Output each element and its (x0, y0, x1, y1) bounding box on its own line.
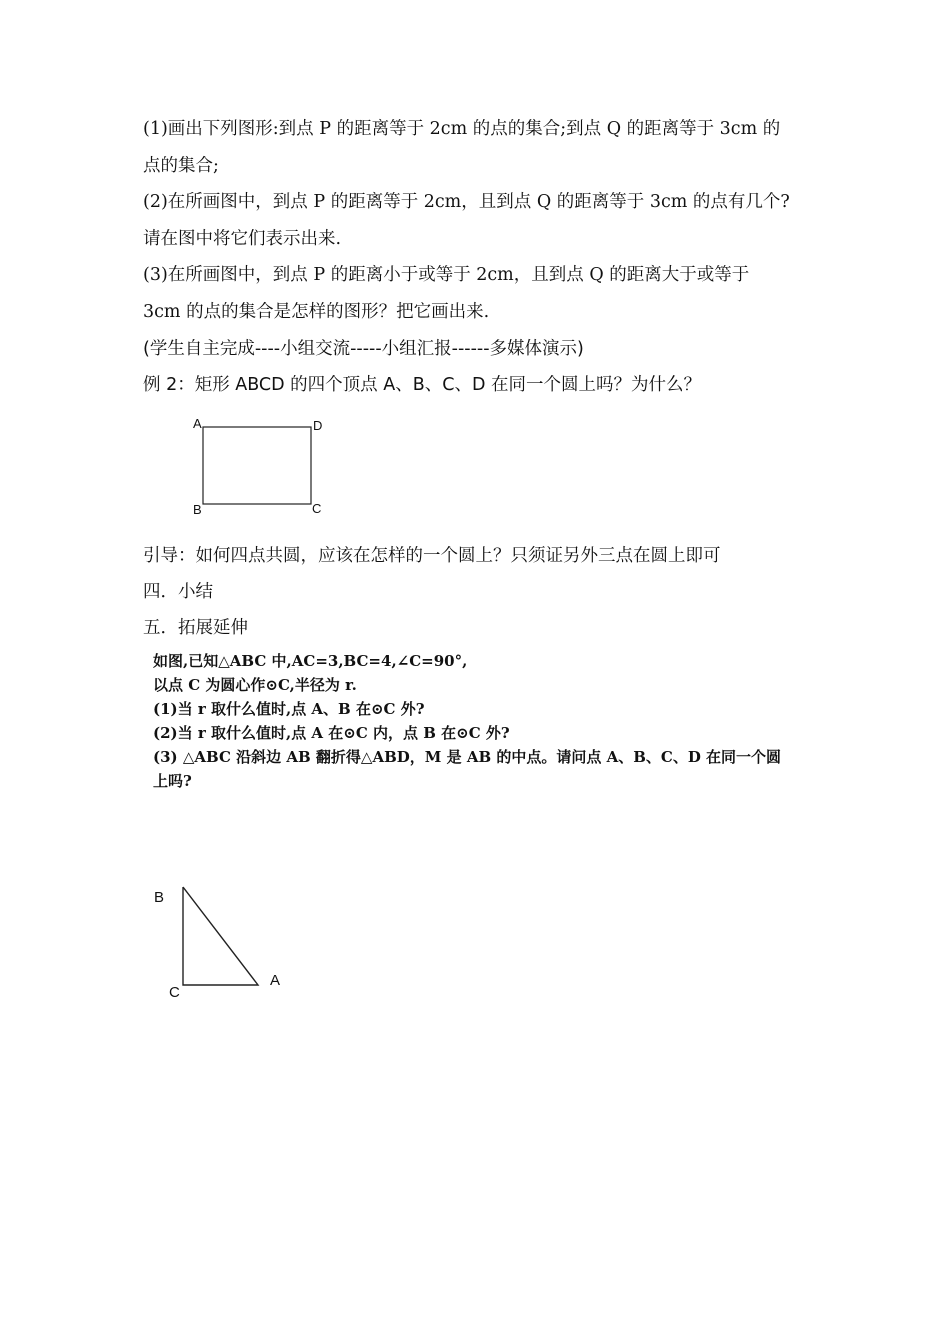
problem-line1: 如图,已知△ABC 中,AC=3,BC=4,∠C=90°, (153, 652, 468, 670)
section-summary-heading: 四．小结 (143, 582, 213, 602)
tri-label-a: A (270, 972, 281, 989)
problem-line5: (3) △ABC 沿斜边 AB 翻折得△ABD，M 是 AB 的中点。请问点 A、B、C、D 在同一个圆 (153, 748, 782, 766)
rect-label-a: A (193, 416, 202, 431)
example2-question: 例 2：矩形 ABCD 的四个顶点 A、B、C、D 在同一个圆上吗？为什么？ (143, 375, 701, 395)
problem-line4: (2)当 r 取什么值时,点 A 在⊙C 内，点 B 在⊙C 外? (153, 724, 510, 742)
para2-line1: (2)在所画图中，到点 P 的距离等于 2cm，且到点 Q 的距离等于 3cm 的点有几个? (143, 192, 790, 212)
para1-line2: 点的集合; (143, 156, 219, 176)
problem-line2: 以点 C 为圆心作⊙C,半径为 r. (153, 676, 357, 694)
rect-label-c: C (312, 501, 322, 516)
problem-line6: 上吗? (153, 772, 192, 790)
para2-line2: 请在图中将它们表示出来. (143, 229, 342, 249)
guide-text: 引导：如何四点共圆，应该在怎样的一个圆上？只须证另外三点在圆上即可 (143, 546, 721, 566)
process-note: (学生自主完成----小组交流-----小组汇报------多媒体演示) (143, 339, 584, 359)
tri-label-c: C (169, 984, 180, 1001)
rect-label-d: D (313, 418, 323, 433)
tri-label-b: B (154, 889, 165, 906)
rect-label-b: B (193, 502, 202, 517)
problem-line3: (1)当 r 取什么值时,点 A、B 在⊙C 外? (153, 700, 425, 718)
para3-line1: (3)在所画图中，到点 P 的距离小于或等于 2cm，且到点 Q 的距离大于或等于 (143, 265, 750, 285)
triangle-abc (183, 887, 258, 985)
para3-line2: 3cm 的点的集合是怎样的图形？把它画出来. (143, 302, 490, 322)
para1-line1: (1)画出下列图形:到点 P 的距离等于 2cm 的点的集合;到点 Q 的距离等于 3cm 的 (143, 119, 781, 139)
section-extension-heading: 五．拓展延伸 (143, 618, 248, 638)
